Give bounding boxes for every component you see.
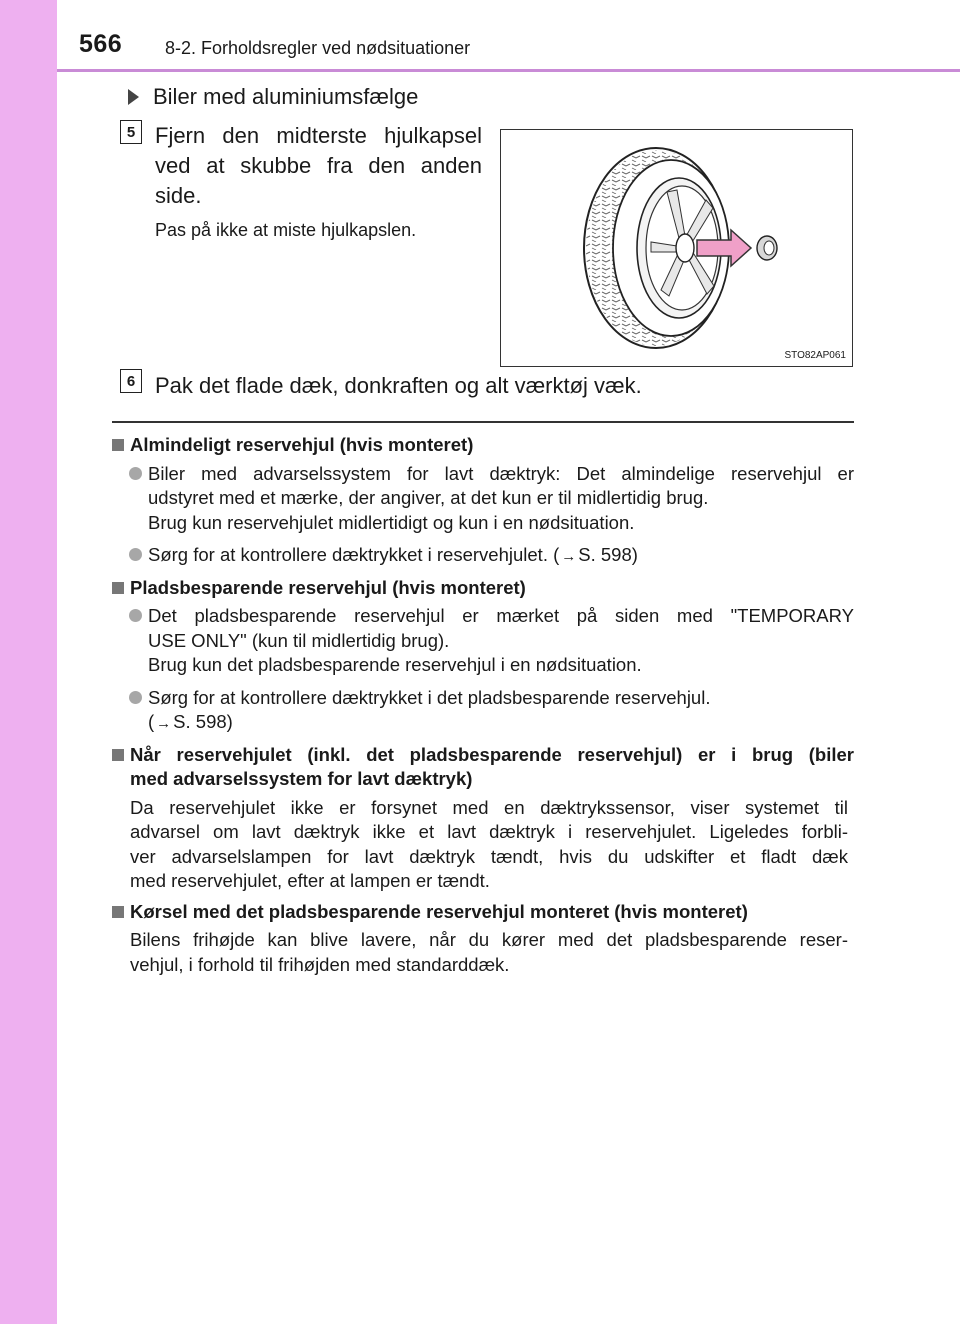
circle-bullet-icon: [129, 691, 142, 704]
header-rule: [57, 69, 960, 72]
list-item: Sørg for at kontrollere dæktrykket i reservehjulet. ( → S. 598): [112, 543, 854, 570]
figure-code: STO82AP061: [784, 350, 846, 361]
note-heading-pladsbesparende: Pladsbesparende reservehjul (hvis monteret): [112, 576, 854, 601]
note-heading-koersel: Kørsel med det pladsbesparende reservehjul monteret (hvis monteret): [112, 900, 854, 925]
step-badge-6: 6: [120, 369, 142, 393]
note-heading-almindeligt: Almindeligt reservehjul (hvis monteret): [112, 433, 854, 458]
note-heading-i-brug: Når reservehjulet (inkl. det pladsbesparende reservehjul) er i brug (biler med advarselssystem for lavt dæktryk): [112, 743, 854, 792]
section-title: 8-2. Forholdsregler ved nødsituationer: [165, 38, 471, 58]
step-6-instruction: Pak det flade dæk, donkraften og alt værktøj væk.: [155, 373, 642, 398]
step-badge-5: 5: [120, 120, 142, 144]
tire-with-hubcap-removal-arrow-icon: [501, 130, 853, 367]
note-body-koersel: Bilens frihøjde kan blive lavere, når du kører med det pladsbesparende reser- vehjul, i forhold til frihøjden med standarddæk.: [130, 929, 848, 975]
step-5-note: Pas på ikke at miste hjulkapslen.: [155, 220, 417, 240]
arrow-right-icon: →: [561, 548, 577, 565]
arrow-right-icon: →: [156, 715, 172, 732]
circle-bullet-icon: [129, 467, 142, 480]
step-5-line: ved at skubbe fra den anden: [155, 153, 482, 178]
triangle-bullet-icon: [128, 89, 139, 105]
circle-bullet-icon: [129, 548, 142, 561]
page-reference[interactable]: S. 598): [173, 711, 233, 732]
step-5-instruction: [155, 121, 482, 211]
subheading: [128, 84, 418, 110]
divider: [112, 421, 854, 423]
square-bullet-icon: [112, 582, 124, 594]
step-5-line: side.: [155, 183, 202, 208]
side-strip: [0, 0, 57, 1324]
square-bullet-icon: [112, 906, 124, 918]
list-item: Sørg for at kontrollere dæktrykket i det pladsbesparende reservehjul. ( → S. 598): [112, 686, 854, 737]
circle-bullet-icon: [129, 609, 142, 622]
figure-tire: [500, 129, 853, 367]
page-reference[interactable]: S. 598): [578, 544, 638, 565]
list-item: Det pladsbesparende reservehjul er mærket på siden med "TEMPORARY USE ONLY" (kun til midlertidig brug). Brug kun det pladsbesparende reservehjul i en nødsituation.: [112, 604, 854, 678]
notes-section: [112, 430, 854, 977]
page-number: 566: [79, 30, 123, 58]
square-bullet-icon: [112, 749, 124, 761]
step-5-line: Fjern den midterste hjulkapsel: [155, 123, 482, 148]
note-body-i-brug: Da reservehjulet ikke er forsynet med en dæktrykssensor, viser systemet til advarsel om lavt dæktryk ikke et lavt dæktryk i reservehjulet. Ligeledes forbli- ver advarselslampen for lavt dæktryk tændt, hvis du udskifter et fladt dæk med reservehjulet, efter at lampen er tændt.: [130, 796, 848, 891]
subheading-text: Biler med aluminiumsfælge: [153, 84, 419, 109]
list-item: Biler med advarselssystem for lavt dæktryk: Det almindelige reservehjul er udstyret med et mærke, der angiver, at det kun er til midlertidig brug. Brug kun reservehjulet midlertidigt og kun i en nødsituation.: [112, 462, 854, 536]
square-bullet-icon: [112, 439, 124, 451]
